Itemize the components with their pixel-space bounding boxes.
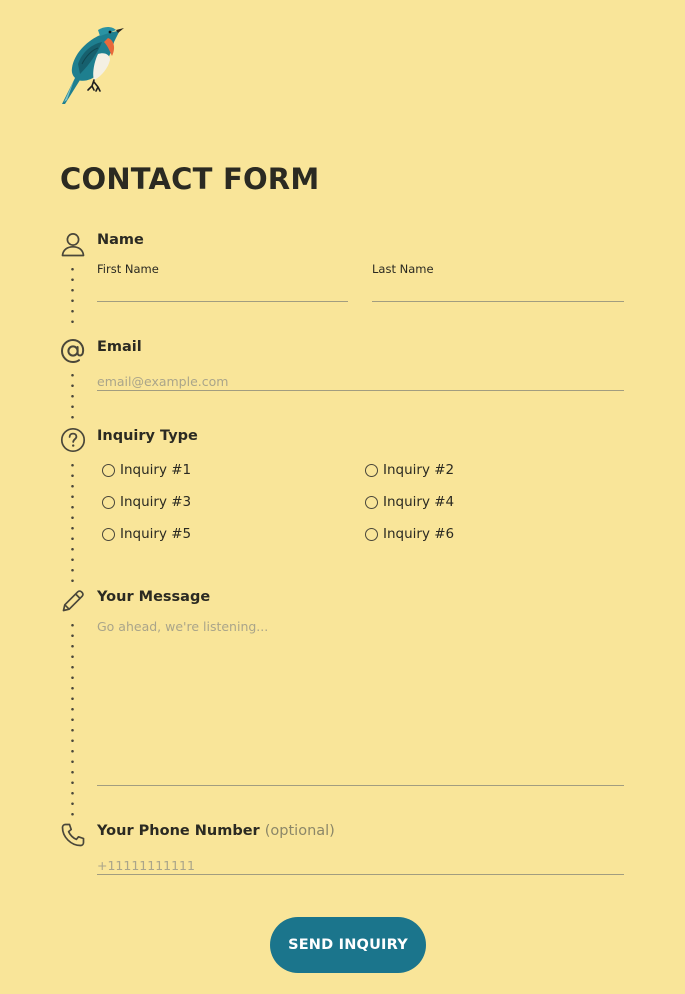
last-name-label: Last Name [372, 262, 434, 276]
inquiry-option-4[interactable] [365, 494, 454, 510]
inquiry-option-label: Inquiry #2 [383, 462, 455, 478]
inquiry-option-3[interactable] [102, 494, 191, 510]
radio-circle[interactable] [102, 528, 115, 541]
email-field[interactable] [97, 372, 624, 391]
phone-field[interactable] [97, 856, 624, 875]
first-name-label: First Name [97, 262, 159, 276]
optional-hint: (optional) [264, 823, 335, 839]
send-inquiry-button[interactable]: SEND INQUIRY [270, 917, 426, 973]
section-connector [71, 460, 74, 584]
question-circle-icon [60, 427, 86, 453]
last-name-field[interactable] [372, 281, 624, 302]
inquiry-option-5[interactable] [102, 526, 191, 542]
message-field[interactable] [97, 619, 624, 786]
radio-circle[interactable] [102, 496, 115, 509]
page-title: CONTACT FORM [60, 162, 320, 196]
bird-logo [58, 24, 126, 106]
inquiry-option-6[interactable] [365, 526, 454, 542]
user-icon [60, 231, 86, 257]
phone-label-text: Your Phone Number [97, 823, 260, 839]
radio-circle[interactable] [365, 496, 378, 509]
name-label: Name [97, 232, 144, 248]
email-label: Email [97, 339, 142, 355]
inquiry-option-2[interactable] [365, 462, 454, 478]
message-label: Your Message [97, 589, 211, 605]
section-connector [71, 370, 74, 422]
radio-circle[interactable] [365, 464, 378, 477]
inquiry-option-1[interactable] [102, 462, 191, 478]
phone-label [97, 823, 335, 839]
inquiry-option-label: Inquiry #6 [383, 526, 455, 542]
at-sign-icon [60, 338, 86, 364]
radio-circle[interactable] [365, 528, 378, 541]
radio-circle[interactable] [102, 464, 115, 477]
pencil-icon [60, 588, 86, 614]
first-name-field[interactable] [97, 281, 348, 302]
inquiry-type-label: Inquiry Type [97, 428, 198, 444]
section-connector [71, 264, 74, 330]
inquiry-option-label: Inquiry #4 [383, 494, 455, 510]
inquiry-option-label: Inquiry #3 [120, 494, 192, 510]
section-connector [71, 620, 74, 818]
inquiry-option-label: Inquiry #5 [120, 526, 192, 542]
phone-icon [60, 822, 86, 848]
inquiry-option-label: Inquiry #1 [120, 462, 192, 478]
